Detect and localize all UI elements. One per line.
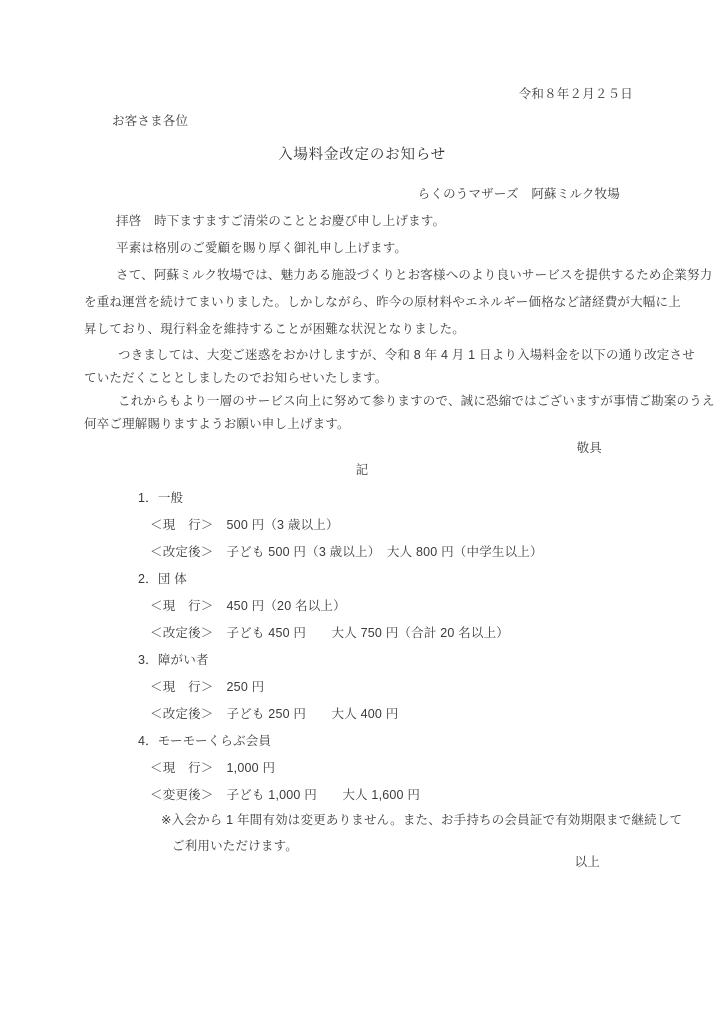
- end-marker: 以上: [574, 855, 600, 869]
- fee-row: [150, 760, 275, 777]
- fee-row-label: ＜改定後＞: [150, 626, 214, 640]
- body-line: 何卒ご理解賜りますようお願い申し上げます。: [84, 417, 350, 431]
- fee-row-value: 250 円: [226, 680, 265, 694]
- body-line: 拝啓 時下ますますご清栄のこととお慶び申し上げます。: [116, 214, 446, 228]
- closing-word: 敬具: [576, 441, 602, 455]
- fee-row-value: 子ども 1,000 円 大人 1,600 円: [226, 788, 421, 802]
- document-title: 入場料金改定のお知らせ: [278, 147, 446, 163]
- item-heading: 4．モーモーくらぶ会員: [138, 734, 272, 748]
- body-line: これからもより一層のサービス向上に努めて参りますので、誠に恐縮ではございますが事情ご勘案のうえ: [118, 394, 715, 408]
- fee-row-label: ＜現 行＞: [150, 599, 214, 613]
- sender-line: らくのうマザーズ 阿蘇ミルク牧場: [417, 187, 620, 201]
- document-date: 令和８年２月２５日: [518, 87, 633, 101]
- fee-row-value: 子ども 250 円 大人 400 円: [226, 707, 399, 721]
- body-line: ていただくこととしましたのでお知らせいたします。: [84, 371, 388, 385]
- member-note-line: ご利用いただけます。: [172, 839, 299, 853]
- fee-row: [150, 625, 509, 642]
- recipient-line: お客さま各位: [112, 114, 189, 128]
- item-heading: 2．団 体: [138, 572, 187, 586]
- fee-row: [150, 787, 420, 804]
- fee-row-value: 500 円（3 歳以上）: [226, 518, 339, 532]
- fee-row: [150, 598, 346, 615]
- fee-row-value: 子ども 450 円 大人 750 円（合計 20 名以上）: [226, 626, 509, 640]
- fee-row-label: ＜現 行＞: [150, 518, 214, 532]
- item-heading: 3．障がい者: [138, 653, 209, 667]
- item-heading: 1．一般: [138, 491, 184, 505]
- body-line: 平素は格別のご愛顧を賜り厚く御礼申し上げます。: [116, 241, 408, 255]
- fee-row-label: ＜現 行＞: [150, 680, 214, 694]
- fee-row: [150, 679, 264, 696]
- fee-row-value: 子ども 500 円（3 歳以上） 大人 800 円（中学生以上）: [226, 545, 543, 559]
- fee-row-label: ＜改定後＞: [150, 707, 214, 721]
- fee-row: [150, 544, 543, 561]
- body-line: さて、阿蘇ミルク牧場では、魅力ある施設づくりとお客様へのより良いサービスを提供するため企業努力: [116, 268, 713, 282]
- record-marker: 記: [355, 463, 369, 477]
- fee-row-label: ＜改定後＞: [150, 545, 214, 559]
- fee-row: [150, 706, 398, 723]
- member-note-line: ※入会から 1 年間有効は変更ありません。また、お手持ちの会員証で有効期限まで継続して: [161, 813, 683, 827]
- body-line: を重ね運営を続けてまいりました。しかしながら、昨今の原材料やエネルギー価格など諸経費が大幅に上: [84, 295, 681, 309]
- body-line: 昇しており、現行料金を維持することが困難な状況となりました。: [84, 322, 466, 336]
- fee-row: [150, 517, 339, 534]
- fee-row-label: ＜変更後＞: [150, 788, 214, 802]
- fee-row-value: 1,000 円: [226, 761, 276, 775]
- fee-row-label: ＜現 行＞: [150, 761, 214, 775]
- fee-row-value: 450 円（20 名以上）: [226, 599, 346, 613]
- body-line: つきましては、大変ご迷惑をおかけしますが、令和 8 年 4 月 1 日より入場料金を以下の通り改定させ: [118, 348, 695, 362]
